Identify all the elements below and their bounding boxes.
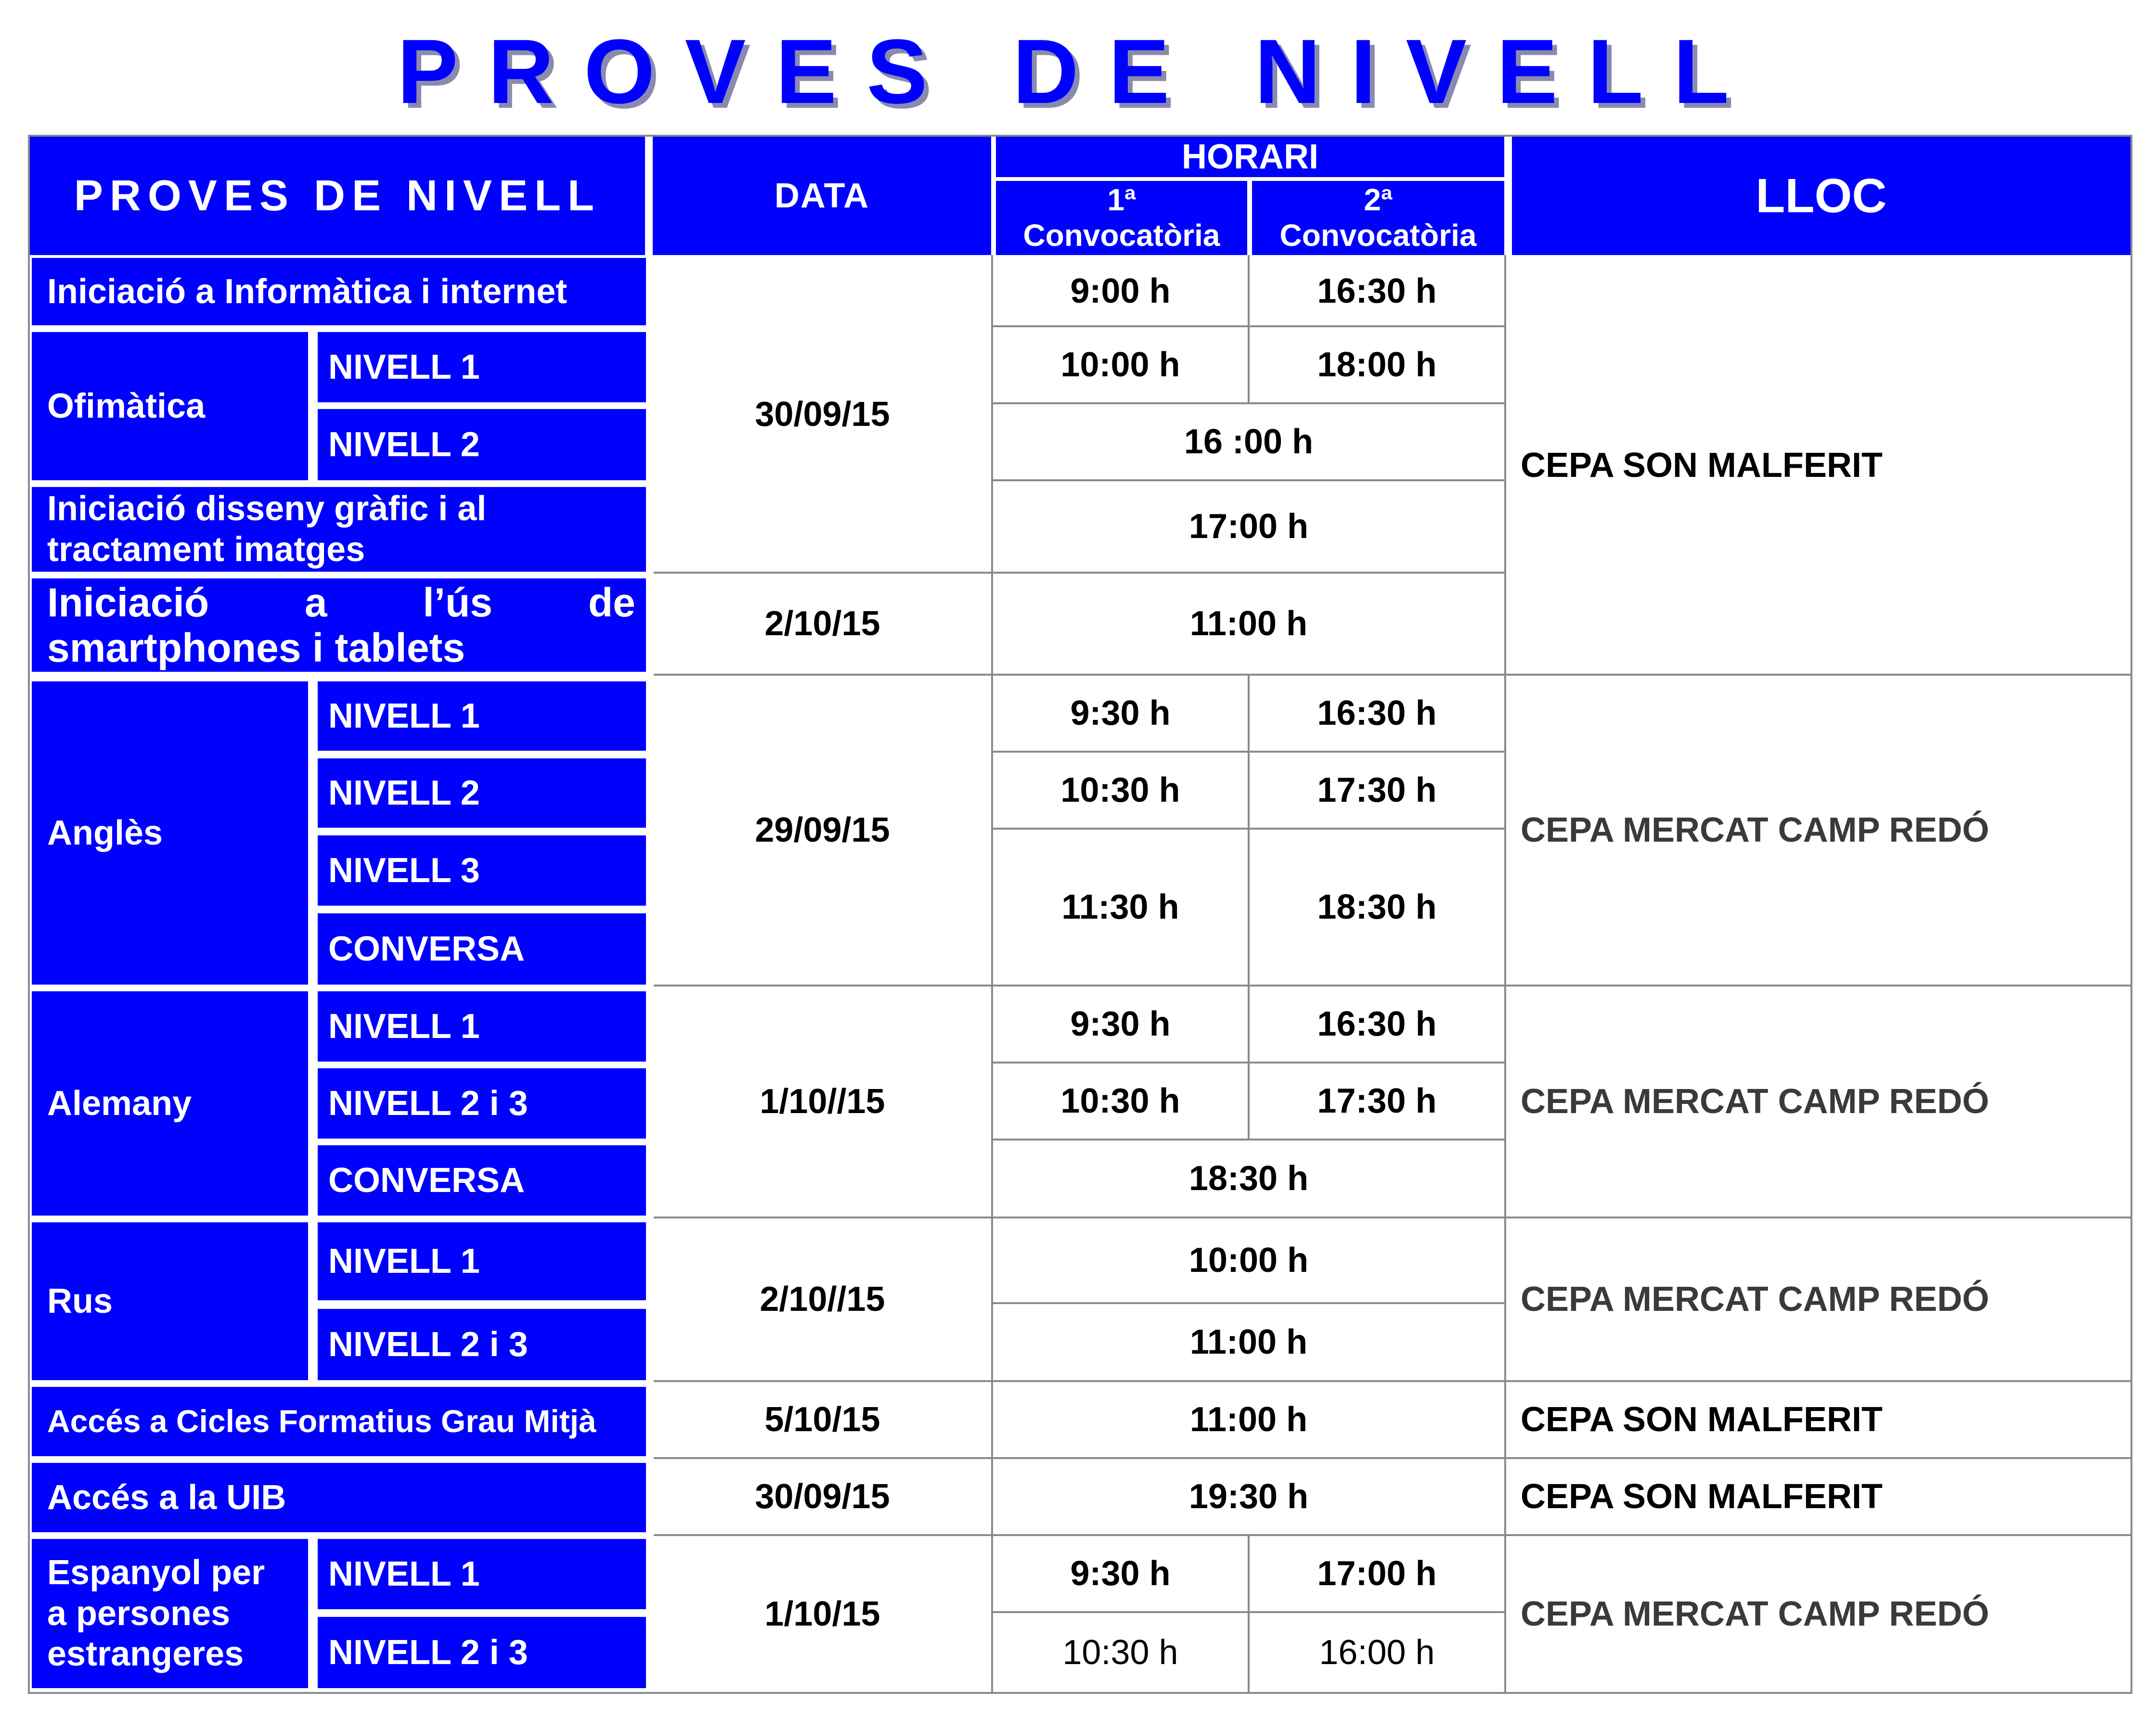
time-ofimatica-n1-1: 10:00 h xyxy=(993,327,1248,402)
label-rus-nivell1: NIVELL 1 xyxy=(318,1222,646,1300)
date-block1: 30/09/15 xyxy=(654,257,991,572)
header-conv1: 1ª Convocatòria xyxy=(996,181,1247,255)
date-cicles: 5/10/15 xyxy=(654,1382,991,1457)
date-alemany: 1/10//15 xyxy=(654,987,991,1217)
time-espanyol-n23-1: 10:30 h xyxy=(993,1613,1248,1692)
date-rus: 2/10//15 xyxy=(654,1218,991,1380)
time-angles-n3-1: 11:30 h xyxy=(993,830,1248,985)
label-rus-nivell2i3: NIVELL 2 i 3 xyxy=(318,1309,646,1380)
time-alemany-n1-2: 16:30 h xyxy=(1250,987,1504,1062)
label-espanyol: Espanyol per a persones estrangeres xyxy=(32,1539,308,1688)
time-ofimatica-n1-2: 18:00 h xyxy=(1250,327,1504,402)
label-alemany-conversa: CONVERSA xyxy=(318,1145,646,1216)
label-alemany-nivell2i3: NIVELL 2 i 3 xyxy=(318,1068,646,1139)
page-title: PROVES DE NIVELL xyxy=(397,21,1759,123)
label-angles-nivell1: NIVELL 1 xyxy=(318,681,646,751)
time-espanyol-n1-1: 9:30 h xyxy=(993,1536,1248,1611)
time-cicles: 11:00 h xyxy=(993,1382,1504,1457)
header-proves: PROVES DE NIVELL xyxy=(30,137,645,255)
label-espanyol-nivell1: NIVELL 1 xyxy=(318,1539,646,1609)
place-angles: CEPA MERCAT CAMP REDÓ xyxy=(1506,676,2130,985)
time-angles-n2-2: 17:30 h xyxy=(1250,753,1504,828)
label-rus: Rus xyxy=(32,1222,308,1380)
time-alemany-n1-1: 9:30 h xyxy=(993,987,1248,1062)
time-angles-n3-2: 18:30 h xyxy=(1250,830,1504,985)
header-horari: HORARI xyxy=(996,137,1504,177)
label-ofimatica: Ofimàtica xyxy=(32,332,308,480)
place-rus: CEPA MERCAT CAMP REDÓ xyxy=(1506,1218,2130,1380)
time-espanyol-n1-2: 17:00 h xyxy=(1250,1536,1504,1611)
label-informatica: Iniciació a Informàtica i internet xyxy=(32,258,646,325)
place-cicles: CEPA SON MALFERIT xyxy=(1506,1382,2130,1457)
label-angles-nivell2: NIVELL 2 xyxy=(318,758,646,828)
date-espanyol: 1/10/15 xyxy=(654,1536,991,1692)
time-smartphones: 11:00 h xyxy=(993,574,1504,674)
table-border-left xyxy=(28,135,30,1694)
label-angles-nivell3: NIVELL 3 xyxy=(318,835,646,906)
time-rus-n1: 10:00 h xyxy=(993,1218,1504,1302)
table-border-right xyxy=(2130,135,2132,1694)
place-espanyol: CEPA MERCAT CAMP REDÓ xyxy=(1506,1536,2130,1692)
label-espanyol-nivell2i3: NIVELL 2 i 3 xyxy=(318,1617,646,1688)
label-alemany: Alemany xyxy=(32,991,308,1216)
date-uib: 30/09/15 xyxy=(654,1459,991,1534)
time-alemany-n23-1: 10:30 h xyxy=(993,1064,1248,1139)
header-lloc: LLOC xyxy=(1512,137,2130,255)
time-alemany-conversa: 18:30 h xyxy=(993,1140,1504,1217)
place-uib: CEPA SON MALFERIT xyxy=(1506,1459,2130,1534)
time-disseny: 17:00 h xyxy=(993,481,1504,572)
label-smartphones: Iniciació a l’ús de smartphones i tablets xyxy=(32,578,646,672)
label-disseny: Iniciació disseny gràfic i al tractament imatges xyxy=(32,487,646,572)
label-ofimatica-nivell1: NIVELL 1 xyxy=(318,332,646,402)
place-block1: CEPA SON MALFERIT xyxy=(1506,257,2130,674)
place-alemany: CEPA MERCAT CAMP REDÓ xyxy=(1506,987,2130,1217)
header-data: DATA xyxy=(653,137,991,255)
table-border-bottom xyxy=(28,1692,2132,1694)
date-angles: 29/09/15 xyxy=(654,676,991,985)
time-angles-n1-1: 9:30 h xyxy=(993,676,1248,751)
label-uib: Accés a la UIB xyxy=(32,1463,646,1532)
time-angles-n2-1: 10:30 h xyxy=(993,753,1248,828)
label-ofimatica-nivell2: NIVELL 2 xyxy=(318,409,646,480)
label-alemany-nivell1: NIVELL 1 xyxy=(318,991,646,1062)
date-smartphones: 2/10/15 xyxy=(654,574,991,674)
time-informatica-1: 9:00 h xyxy=(993,257,1248,325)
time-uib: 19:30 h xyxy=(993,1459,1504,1534)
time-espanyol-n23-2: 16:00 h xyxy=(1250,1613,1504,1692)
label-angles-conversa: CONVERSA xyxy=(318,913,646,985)
time-informatica-2: 16:30 h xyxy=(1250,257,1504,325)
header-conv2: 2ª Convocatòria xyxy=(1252,181,1504,255)
time-alemany-n23-2: 17:30 h xyxy=(1250,1064,1504,1139)
label-angles: Anglès xyxy=(32,681,308,985)
time-angles-n1-2: 16:30 h xyxy=(1250,676,1504,751)
label-cicles: Accés a Cicles Formatius Grau Mitjà xyxy=(32,1387,646,1456)
time-ofimatica-n2: 16 :00 h xyxy=(993,404,1504,479)
time-rus-n23: 11:00 h xyxy=(993,1304,1504,1380)
